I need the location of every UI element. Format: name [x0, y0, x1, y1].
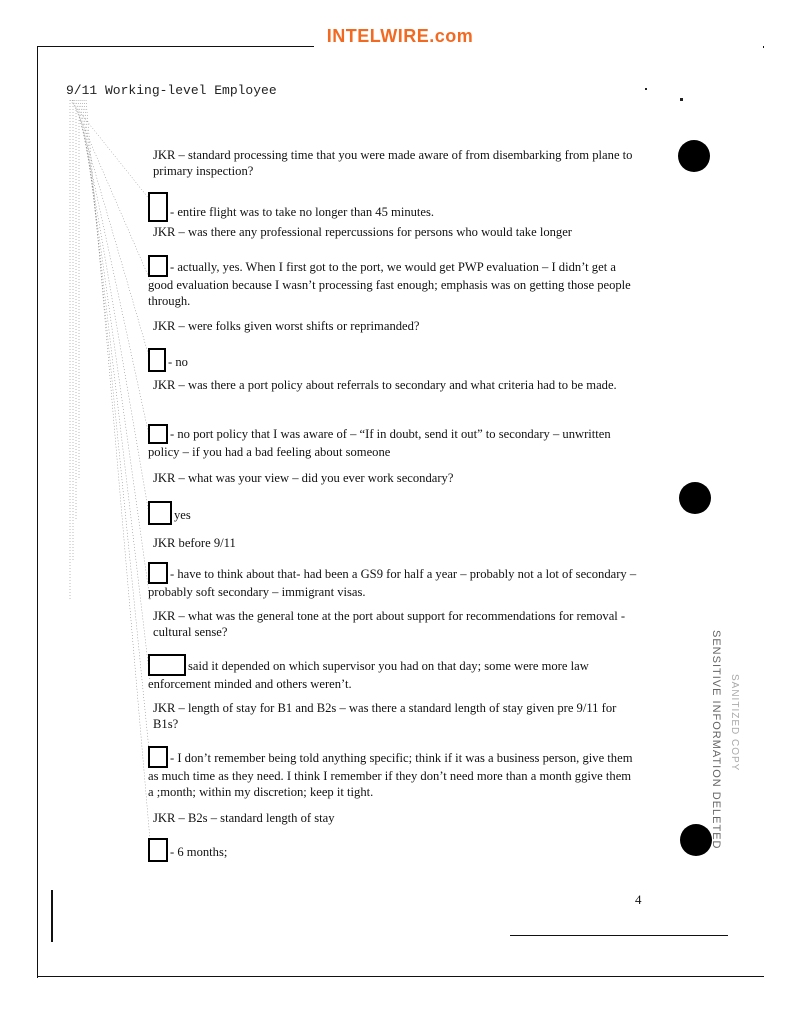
- question-6: [153, 535, 643, 551]
- answer-8: [148, 746, 638, 800]
- answer-6: [148, 562, 638, 600]
- answer-2: [148, 255, 638, 309]
- question-text: JKR – what was the general tone at the port about support for recommendations for removal - cultural sense?: [153, 609, 626, 639]
- question-text: JKR – length of stay for B1 and B2s – was there a standard length of stay given pre 9/11 for B1s?: [153, 701, 617, 731]
- answer-1: [148, 192, 638, 222]
- punch-hole: [678, 140, 710, 172]
- redaction-box: [148, 838, 168, 862]
- answer-5: [148, 501, 638, 525]
- page-number: 4: [635, 892, 642, 907]
- question-text: JKR – was there a port policy about referrals to secondary and what criteria had to be made.: [153, 378, 617, 392]
- question-text: JKR – was there any professional repercussions for persons who would take longer: [153, 225, 572, 239]
- question-text: JKR – standard processing time that you were made aware of from disembarking from plane to primary inspection?: [153, 148, 633, 178]
- redaction-box: [148, 746, 168, 768]
- scan-speck: [680, 98, 683, 101]
- question-2: [153, 224, 643, 240]
- question-7: [153, 608, 643, 640]
- answer-text: yes: [174, 508, 191, 522]
- question-text: JKR – were folks given worst shifts or reprimanded?: [153, 319, 420, 333]
- answer-9: [148, 838, 638, 862]
- scan-speck: [645, 88, 647, 90]
- answer-text: - actually, yes. When I first got to the port, we would get PWP evaluation – I didn’t get a good evaluation because I wasn’t processing fast enough; emphasis was on getting those people through.: [148, 260, 631, 308]
- redaction-box: [148, 255, 168, 277]
- question-text: JKR before 9/11: [153, 536, 236, 550]
- answer-text: - no: [168, 355, 188, 369]
- question-text: JKR – what was your view – did you ever work secondary?: [153, 471, 454, 485]
- redaction-box: [148, 654, 186, 676]
- answer-text: - I don’t remember being told anything specific; think if it was a business person, give them as much time as they need. I think I remember if they don’t need more than a month ggive them a ;month; within my discretion; keep it tight.: [148, 751, 633, 799]
- answer-text: - 6 months;: [170, 845, 228, 859]
- question-4: [153, 377, 643, 393]
- question-1: [153, 147, 643, 179]
- redaction-box: [148, 562, 168, 584]
- answer-text: - have to think about that- had been a GS9 for half a year – probably not a lot of secondary – probably soft secondary – immigrant visas.: [148, 567, 637, 599]
- sanitized-copy-stamp: SANITIZED COPY: [729, 674, 740, 772]
- redaction-box: [148, 348, 166, 372]
- answer-text: - no port policy that I was aware of – “If in doubt, send it out” to secondary – unwritten policy – if you had a bad feeling about someone: [148, 427, 611, 459]
- question-5: [153, 470, 643, 486]
- question-text: JKR – B2s – standard length of stay: [153, 811, 335, 825]
- question-3: [153, 318, 643, 334]
- question-8: [153, 700, 643, 732]
- sensitive-info-stamp: SENSITIVE INFORMATION DELETED: [710, 630, 722, 850]
- punch-hole: [679, 482, 711, 514]
- site-brand: INTELWIRE.com: [326, 26, 474, 46]
- answer-text: - entire flight was to take no longer than 45 minutes.: [170, 205, 435, 219]
- document-header: 9/11 Working-level Employee: [66, 83, 277, 98]
- answer-7: [148, 654, 638, 692]
- redaction-box: [148, 424, 168, 444]
- punch-hole: [680, 824, 712, 856]
- redaction-box: [148, 501, 172, 525]
- answer-4: [148, 424, 638, 460]
- redaction-box: [148, 192, 168, 222]
- answer-text: said it depended on which supervisor you had on that day; some were more law enforcement minded and others weren’t.: [148, 659, 589, 691]
- answer-3: [148, 348, 638, 372]
- question-9: [153, 810, 643, 826]
